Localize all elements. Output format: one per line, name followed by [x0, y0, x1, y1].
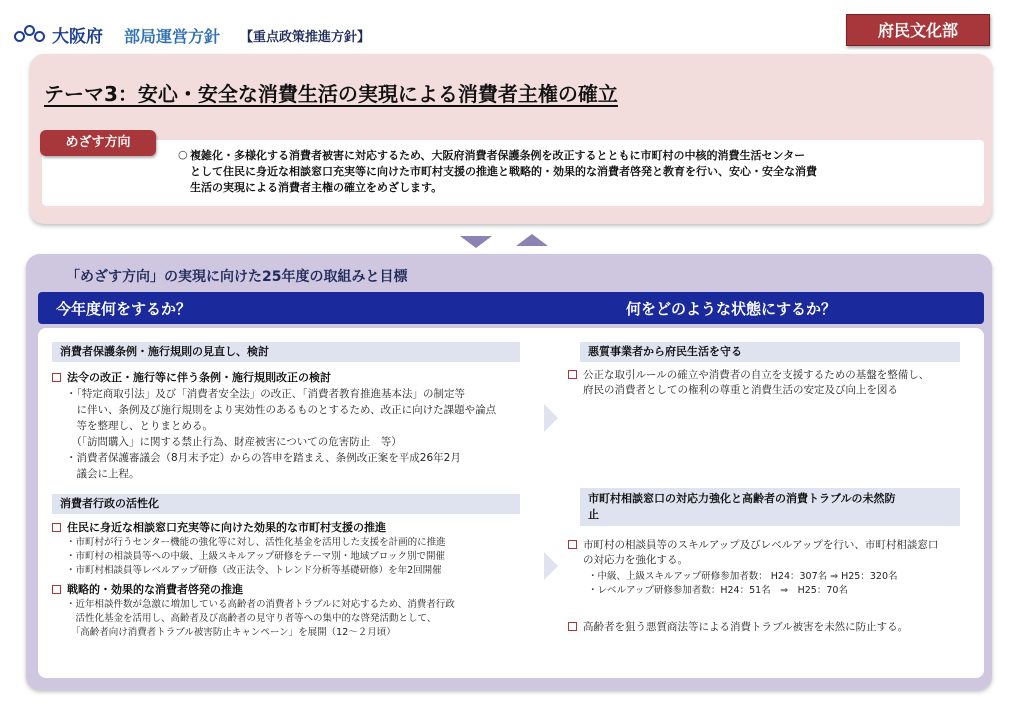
right-section2-item1 — [568, 538, 982, 568]
body-line: の対応力を強化する。 — [583, 554, 688, 566]
right-section2-item1-sub — [588, 570, 978, 598]
item-title-text: 戦略的・効果的な消費者啓発の推進 — [67, 583, 243, 596]
body-line: ・「特定商取引法」及び「消費者安全法」の改正、「消費者教育推進基本法」の制定等 — [66, 388, 465, 400]
body-line: ・市町村相談員等レベルアップ研修（改正法令、トレンド分析等基礎研修）を年2回開催 — [66, 565, 442, 576]
body-line: に伴い、条例及び施行規則をより実効性のあるものとするため、改正に向けた課題や論点 — [66, 404, 497, 416]
left-section2-item2-body — [66, 598, 536, 640]
square-bullet-icon — [52, 523, 61, 532]
body-line: 「高齢者向け消費者トラブル被害防止キャンペーン」を展開（12～２月頃） — [66, 627, 396, 638]
goal-bullet: ○ — [178, 148, 188, 161]
body-line: 等を整理し、とりまとめる。 — [66, 420, 213, 432]
left-section1-body — [66, 386, 536, 482]
left-item-title — [52, 582, 243, 597]
left-section2-item1-body — [66, 536, 536, 578]
org-name: 大阪府 — [52, 27, 103, 47]
right-section1-body — [568, 368, 978, 398]
body-line: ・近年相談件数が急激に増加している高齢者の消費者トラブルに対応するため、消費者行政 — [66, 599, 455, 610]
left-column-header: 今年度何をするか？ — [56, 300, 192, 318]
body-line: 市町村の相談員等のスキルアップ及びレベルアップを行い、市町村相談窓口 — [568, 538, 982, 553]
plan-title: 部局運営方針 — [124, 27, 221, 46]
initiatives-panel — [26, 254, 992, 690]
goal-text — [190, 148, 966, 196]
header-bar — [38, 292, 984, 324]
right-section-heading — [580, 488, 960, 526]
body-line: ・中級、上級スキルアップ研修参加者数： H24：307名 ⇒ H25：320名 — [588, 571, 898, 582]
content-box — [38, 328, 984, 678]
body-line: 活性化基金を活用し、高齢者及び高齢者の見守り者等への集中的な啓発活動として、 — [66, 613, 437, 624]
left-section-heading: 消費者行政の活性化 — [52, 494, 520, 514]
body-line: 議会に上程。 — [66, 468, 140, 480]
heading-line: 市町村相談窓口の対応力強化と高齢者の消費トラブルの未然防 — [588, 492, 896, 505]
square-bullet-icon — [52, 585, 61, 594]
initiatives-title: 「めざす方向」の実現に向けた25年度の取組みと目標 — [66, 269, 408, 285]
square-bullet-icon — [568, 622, 577, 631]
body-line: 公正な取引ルールの確立や消費者の自立を支援するための基盤を整備し、 — [568, 368, 978, 383]
item-title-text: 住民に身近な相談窓口充実等に向けた効果的な市町村支援の推進 — [67, 521, 386, 534]
goal-line: として住民に身近な相談窓口充実等に向けた市町村支援の推進と戦略的・効果的な消費者啓発と教育を行い、安心・安全な消費 — [190, 165, 817, 178]
osaka-emblem-icon — [14, 25, 48, 45]
body-line: ・消費者保護審議会（8月末予定）からの答申を踏まえ、条例改正案を平成26年2月 — [66, 452, 461, 464]
chevron-right-icon — [544, 552, 558, 580]
goal-line: 複雑化・多様化する消費者被害に対応するため、大阪府消費者保護条例を改正するとともに市町村の中核的消費生活センター — [190, 149, 806, 162]
square-bullet-icon — [568, 370, 577, 379]
body-line: （「訪問購入」に関する禁止行為、財産被害についての危害防止 等） — [66, 436, 402, 448]
square-bullet-icon — [568, 540, 577, 549]
goal-box — [42, 140, 984, 206]
left-section-heading: 消費者保護条例・施行規則の見直し、検討 — [52, 342, 520, 362]
right-column-header: 何をどのような状態にするか？ — [626, 300, 837, 318]
plan-subtitle: 【重点政策推進方針】 — [240, 30, 371, 45]
osaka-logo — [14, 22, 103, 47]
body-line: 府民の消費者としての権利の尊重と消費生活の安定及び向上を図る — [583, 384, 898, 396]
chevron-right-icon — [544, 404, 558, 432]
item-title-text: 法令の改正・施行等に伴う条例・施行規則改正の検討 — [67, 371, 331, 384]
heading-line: 止 — [588, 508, 599, 521]
right-section2-item2: 高齢者を狙う悪質商法等による消費トラブル被害を未然に防止する。 — [568, 620, 982, 635]
theme-panel — [30, 54, 992, 224]
theme-title: テーマ3：安心・安全な消費生活の実現による消費者主権の確立 — [44, 82, 618, 106]
arrow-up-icon — [516, 234, 548, 246]
goal-line: 生活の実現による消費者主権の確立をめざします。 — [190, 181, 443, 194]
square-bullet-icon — [52, 373, 61, 382]
arrow-down-icon — [460, 236, 492, 248]
department-badge: 府民文化部 — [846, 14, 990, 46]
body-line: ・市町村の相談員等への中級、上級スキルアップ研修をテーマ別・地域ブロック別で開催 — [66, 551, 446, 562]
right-section-heading: 悪質事業者から府民生活を守る — [580, 342, 960, 362]
left-item-title — [52, 370, 331, 385]
body-line: ・レベルアップ研修参加者数：H24：51名 ⇒ H25：70名 — [588, 585, 848, 596]
body-line: ・市町村が行うセンター機能の強化等に対し、活性化基金を活用した支援を計画的に推進 — [66, 537, 446, 548]
goal-label: めざす方向 — [40, 130, 156, 156]
left-item-title — [52, 520, 386, 535]
